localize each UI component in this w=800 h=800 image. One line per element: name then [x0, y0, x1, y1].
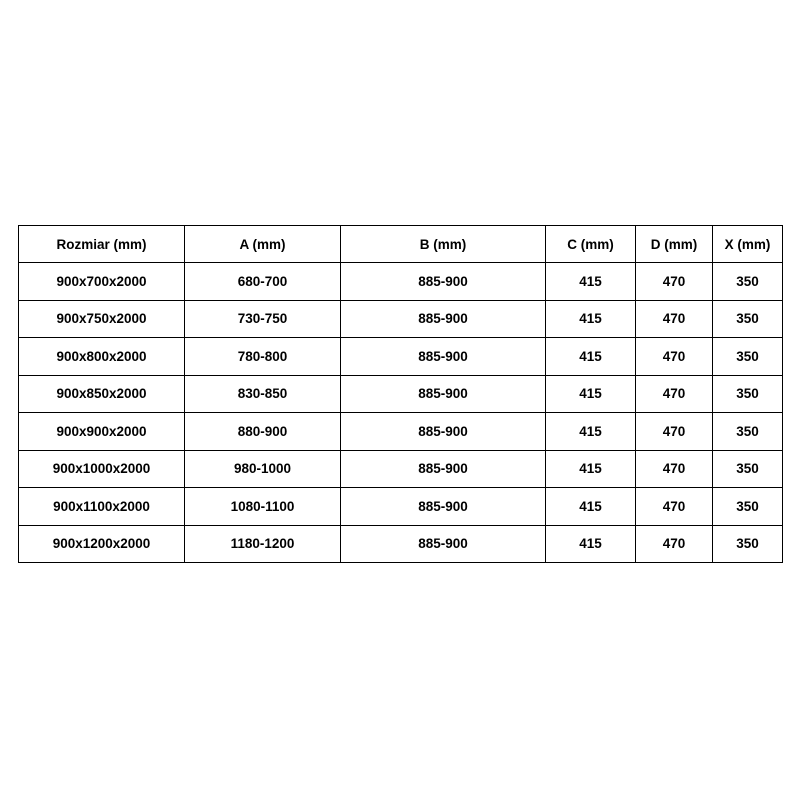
cell-rozmiar: 900x700x2000: [19, 263, 185, 301]
cell-a: 780-800: [185, 338, 341, 376]
cell-b: 885-900: [341, 450, 546, 488]
cell-rozmiar: 900x750x2000: [19, 300, 185, 338]
cell-rozmiar: 900x900x2000: [19, 413, 185, 451]
column-header-x: X (mm): [713, 226, 783, 263]
cell-a: 880-900: [185, 413, 341, 451]
spec-table-container: [18, 225, 782, 563]
cell-rozmiar: 900x800x2000: [19, 338, 185, 376]
cell-x: 350: [713, 263, 783, 301]
column-header-c: C (mm): [546, 226, 636, 263]
cell-a: 1180-1200: [185, 525, 341, 563]
cell-x: 350: [713, 375, 783, 413]
cell-c: 415: [546, 413, 636, 451]
cell-d: 470: [636, 450, 713, 488]
table-row: [19, 450, 783, 488]
cell-d: 470: [636, 413, 713, 451]
table-row: [19, 525, 783, 563]
cell-a: 1080-1100: [185, 488, 341, 526]
cell-x: 350: [713, 338, 783, 376]
cell-a: 980-1000: [185, 450, 341, 488]
cell-b: 885-900: [341, 338, 546, 376]
cell-x: 350: [713, 300, 783, 338]
cell-c: 415: [546, 525, 636, 563]
cell-rozmiar: 900x1100x2000: [19, 488, 185, 526]
cell-c: 415: [546, 338, 636, 376]
cell-d: 470: [636, 338, 713, 376]
cell-rozmiar: 900x850x2000: [19, 375, 185, 413]
cell-c: 415: [546, 488, 636, 526]
cell-b: 885-900: [341, 413, 546, 451]
column-header-b: B (mm): [341, 226, 546, 263]
cell-d: 470: [636, 263, 713, 301]
cell-rozmiar: 900x1200x2000: [19, 525, 185, 563]
table-row: [19, 375, 783, 413]
cell-rozmiar: 900x1000x2000: [19, 450, 185, 488]
column-header-d: D (mm): [636, 226, 713, 263]
dimensions-table: [18, 225, 783, 563]
table-row: [19, 300, 783, 338]
table-row: [19, 413, 783, 451]
cell-b: 885-900: [341, 300, 546, 338]
cell-a: 680-700: [185, 263, 341, 301]
column-header-rozmiar: Rozmiar (mm): [19, 226, 185, 263]
cell-d: 470: [636, 525, 713, 563]
cell-c: 415: [546, 300, 636, 338]
table-row: [19, 263, 783, 301]
cell-x: 350: [713, 488, 783, 526]
cell-d: 470: [636, 300, 713, 338]
cell-b: 885-900: [341, 263, 546, 301]
table-row: [19, 488, 783, 526]
table-header: [19, 226, 783, 263]
cell-b: 885-900: [341, 375, 546, 413]
table-row: [19, 338, 783, 376]
table-body: [19, 263, 783, 563]
cell-d: 470: [636, 488, 713, 526]
table-header-row: [19, 226, 783, 263]
cell-d: 470: [636, 375, 713, 413]
column-header-a: A (mm): [185, 226, 341, 263]
cell-c: 415: [546, 450, 636, 488]
cell-b: 885-900: [341, 488, 546, 526]
cell-x: 350: [713, 450, 783, 488]
cell-c: 415: [546, 263, 636, 301]
cell-c: 415: [546, 375, 636, 413]
cell-x: 350: [713, 525, 783, 563]
cell-a: 730-750: [185, 300, 341, 338]
cell-a: 830-850: [185, 375, 341, 413]
cell-b: 885-900: [341, 525, 546, 563]
cell-x: 350: [713, 413, 783, 451]
